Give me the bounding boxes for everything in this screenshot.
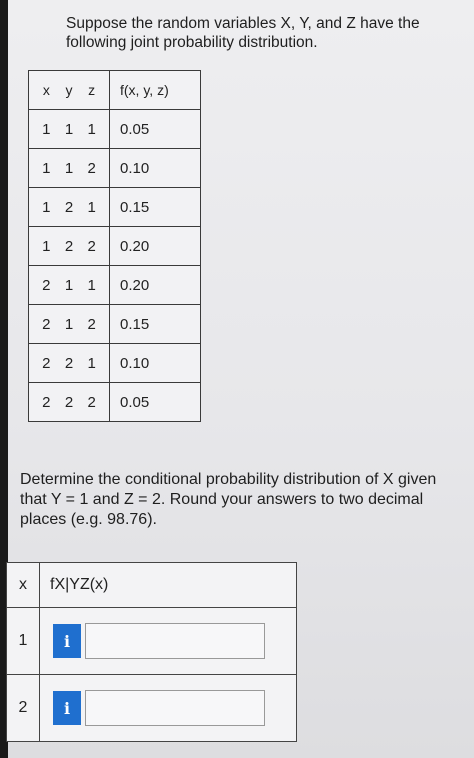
- answer-header-row: [7, 563, 297, 608]
- answer-x-2: 2: [7, 675, 40, 742]
- header-z: z: [88, 82, 96, 98]
- answer-input-1[interactable]: [85, 623, 265, 659]
- table-row: 1 2 2 0.20: [29, 227, 201, 266]
- info-icon[interactable]: i: [53, 624, 81, 658]
- answer-input-2[interactable]: [85, 690, 265, 726]
- question-text: Determine the conditional probability distribution of X given that Y = 1 and Z = 2. Round your answers to two decimal places (e.g. 98.76).: [20, 471, 437, 528]
- table-row: 1 1 1 0.05: [29, 110, 201, 149]
- info-icon[interactable]: i: [53, 691, 81, 725]
- answer-row-2: [7, 675, 297, 742]
- table-row: 1 2 1 0.15: [29, 188, 201, 227]
- table-header-row: [29, 71, 201, 110]
- header-x: x: [42, 82, 50, 98]
- answer-x-1: 1: [7, 608, 40, 675]
- table-row: 2 1 2 0.15: [29, 305, 201, 344]
- table-row: 2 1 1 0.20: [29, 266, 201, 305]
- table-row: 2 2 2 0.05: [29, 383, 201, 422]
- answer-header-x: x: [7, 563, 40, 608]
- answer-header-f: fX|YZ(x): [40, 563, 297, 608]
- table-row: 2 2 1 0.10: [29, 344, 201, 383]
- header-f: f(x, y, z): [110, 71, 201, 110]
- joint-distribution-table: [28, 70, 201, 422]
- problem-intro: Suppose the random variables X, Y, and Z have the following joint probability distribution.: [66, 15, 420, 51]
- table-row: 1 1 2 0.10: [29, 149, 201, 188]
- answer-row-1: [7, 608, 297, 675]
- header-y: y: [65, 82, 73, 98]
- answer-table: [6, 562, 297, 742]
